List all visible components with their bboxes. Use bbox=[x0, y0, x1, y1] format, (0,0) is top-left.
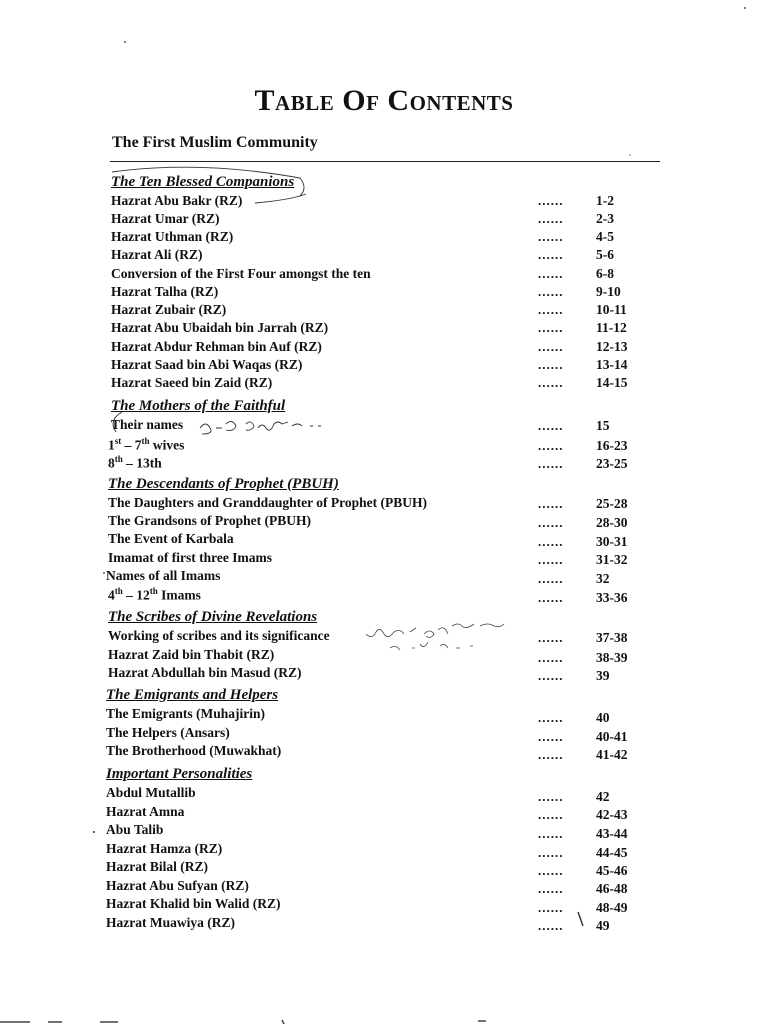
toc-entry-label: Their names bbox=[111, 417, 184, 432]
toc-entry-label: Hazrat Saeed bin Zaid (RZ) bbox=[111, 375, 273, 390]
toc-entry-pages: 25-28 bbox=[596, 496, 628, 511]
scan-speck bbox=[629, 154, 631, 156]
toc-entry-label: Abdul Mutallib bbox=[106, 785, 196, 800]
toc-entry-pages: 23-25 bbox=[596, 456, 628, 471]
toc-entry-dots: ...... bbox=[538, 302, 564, 317]
toc-entry-dots: ...... bbox=[538, 534, 564, 549]
toc-entry-pages: 45-46 bbox=[596, 863, 628, 878]
toc-entry-pages: 43-44 bbox=[596, 826, 628, 841]
toc-entry-pages: 40 bbox=[596, 710, 610, 725]
toc-entry-label: Names of all Imams bbox=[106, 568, 221, 583]
toc-entry-pages: 28-30 bbox=[596, 515, 628, 530]
toc-entry-pages: 48-49 bbox=[596, 900, 628, 915]
toc-entry-label: Hazrat Zaid bin Thabit (RZ) bbox=[108, 647, 275, 662]
toc-entry-pages: 6-8 bbox=[596, 266, 614, 281]
scan-speck bbox=[744, 7, 746, 9]
toc-entry-pages: 33-36 bbox=[596, 590, 628, 605]
toc-entry-label: Hazrat Hamza (RZ) bbox=[106, 841, 223, 856]
toc-entry-dots: ...... bbox=[538, 438, 564, 453]
page-subtitle: The First Muslim Community bbox=[112, 134, 318, 151]
toc-entry-label: Hazrat Amna bbox=[106, 804, 185, 819]
toc-entry-label: Hazrat Umar (RZ) bbox=[111, 211, 220, 226]
toc-entry-label: Hazrat Ali (RZ) bbox=[111, 247, 203, 262]
toc-entry-dots: ...... bbox=[538, 193, 564, 208]
toc-entry-pages: 39 bbox=[596, 668, 610, 683]
toc-entry-label: Working of scribes and its significance bbox=[108, 628, 330, 643]
toc-entry-dots: ...... bbox=[538, 650, 564, 665]
toc-entry-pages: 15 bbox=[596, 418, 610, 433]
pencil-tick bbox=[578, 912, 583, 926]
toc-entry-pages: 30-31 bbox=[596, 534, 628, 549]
toc-entry-pages: 42 bbox=[596, 789, 610, 804]
toc-entry-label: The Daughters and Granddaughter of Prophet (PBUH) bbox=[108, 495, 428, 510]
toc-entry-dots: ...... bbox=[538, 320, 564, 335]
toc-entry-dots: ...... bbox=[538, 339, 564, 354]
toc-entry-dots: ...... bbox=[538, 284, 564, 299]
toc-entry-pages: 11-12 bbox=[596, 320, 627, 335]
toc-entry-dots: ...... bbox=[538, 247, 564, 262]
toc-entry-label: Hazrat Talha (RZ) bbox=[111, 284, 219, 299]
toc-entry-label: 1st – 7th wives bbox=[108, 436, 185, 453]
page-title: Table Of Contents bbox=[254, 84, 514, 117]
toc-entry-dots: ...... bbox=[538, 918, 564, 933]
toc-entry-pages: 37-38 bbox=[596, 630, 628, 645]
toc-entry-pages: 9-10 bbox=[596, 284, 621, 299]
toc-entry-pages: 42-43 bbox=[596, 807, 628, 822]
toc-entry-dots: ...... bbox=[538, 900, 564, 915]
scan-speck bbox=[124, 41, 126, 43]
toc-entry-label: 8th – 13th bbox=[108, 454, 162, 471]
toc-entry-dots: ...... bbox=[538, 375, 564, 390]
scan-speck bbox=[93, 831, 95, 833]
toc-entry-dots: ...... bbox=[538, 826, 564, 841]
toc-entry-dots: ...... bbox=[538, 229, 564, 244]
toc-entry-label: The Emigrants (Muhajirin) bbox=[106, 706, 266, 721]
toc-entry-dots: ...... bbox=[538, 863, 564, 878]
toc-entry-label: The Helpers (Ansars) bbox=[106, 725, 230, 740]
toc-entry-dots: ...... bbox=[538, 266, 564, 281]
toc-entry-label: Hazrat Abu Ubaidah bin Jarrah (RZ) bbox=[111, 320, 329, 335]
toc-entry-label: Hazrat Zubair (RZ) bbox=[111, 302, 227, 317]
toc-entry-label: Hazrat Abu Sufyan (RZ) bbox=[106, 878, 249, 893]
toc-entry-dots: ...... bbox=[538, 630, 564, 645]
toc-entry-pages: 14-15 bbox=[596, 375, 628, 390]
toc-entry-pages: 10-11 bbox=[596, 302, 627, 317]
toc-entry-dots: ...... bbox=[538, 552, 564, 567]
toc-entry-label: Conversion of the First Four amongst the ten bbox=[111, 266, 371, 281]
toc-entry-dots: ...... bbox=[538, 496, 564, 511]
section-heading: The Mothers of the Faithful bbox=[111, 398, 286, 414]
toc-entry-pages: 41-42 bbox=[596, 747, 628, 762]
toc-entry-pages: 13-14 bbox=[596, 357, 628, 372]
toc-entry-label: Abu Talib bbox=[106, 822, 164, 837]
toc-entry-dots: ...... bbox=[538, 881, 564, 896]
toc-entry-pages: 46-48 bbox=[596, 881, 628, 896]
toc-entry-pages: 4-5 bbox=[596, 229, 614, 244]
toc-entry-label: Hazrat Muawiya (RZ) bbox=[106, 915, 235, 930]
scan-edge-marks bbox=[0, 1020, 486, 1024]
toc-entry-label: Hazrat Abdur Rehman bin Auf (RZ) bbox=[111, 339, 322, 354]
pencil-scribble bbox=[200, 421, 321, 434]
toc-entry-dots: ...... bbox=[538, 418, 564, 433]
toc-entry-pages: 38-39 bbox=[596, 650, 628, 665]
pencil-scribble bbox=[366, 624, 504, 650]
toc-entry-dots: ...... bbox=[538, 211, 564, 226]
toc-entry-pages: 32 bbox=[596, 571, 610, 586]
toc-entry-dots: ...... bbox=[538, 845, 564, 860]
toc-entry-dots: ...... bbox=[538, 456, 564, 471]
toc-entry-pages: 40-41 bbox=[596, 729, 628, 744]
toc-entry-dots: ...... bbox=[538, 807, 564, 822]
toc-entry-dots: ...... bbox=[538, 515, 564, 530]
section-heading: The Scribes of Divine Revelations bbox=[108, 609, 318, 625]
toc-entry-pages: 1-2 bbox=[596, 193, 614, 208]
toc-entry-pages: 44-45 bbox=[596, 845, 628, 860]
toc-entry-label: The Grandsons of Prophet (PBUH) bbox=[108, 513, 312, 528]
toc-entry-label: Hazrat Khalid bin Walid (RZ) bbox=[106, 896, 281, 911]
toc-entry-dots: ...... bbox=[538, 747, 564, 762]
toc-entry-pages: 5-6 bbox=[596, 247, 614, 262]
toc-entry-pages: 16-23 bbox=[596, 438, 628, 453]
toc-entry-label: Hazrat Abu Bakr (RZ) bbox=[111, 193, 243, 208]
scan-speck bbox=[103, 572, 105, 574]
toc-entry-dots: ...... bbox=[538, 789, 564, 804]
toc-entry-dots: ...... bbox=[538, 710, 564, 725]
section-heading: Important Personalities bbox=[106, 766, 253, 782]
toc-entry-label: Imamat of first three Imams bbox=[108, 550, 272, 565]
toc-entry-dots: ...... bbox=[538, 668, 564, 683]
toc-entry-label: Hazrat Abdullah bin Masud (RZ) bbox=[108, 665, 302, 680]
toc-entry-label: Hazrat Uthman (RZ) bbox=[111, 229, 234, 244]
toc-entry-dots: ...... bbox=[538, 729, 564, 744]
toc-entry-label: The Event of Karbala bbox=[108, 531, 234, 546]
pencil-stroke bbox=[255, 194, 306, 203]
toc-entry-dots: ...... bbox=[538, 571, 564, 586]
toc-entry-dots: ...... bbox=[538, 590, 564, 605]
toc-entry-label: Hazrat Saad bin Abi Waqas (RZ) bbox=[111, 357, 303, 372]
toc-entry-pages: 49 bbox=[596, 918, 610, 933]
toc-entry-pages: 2-3 bbox=[596, 211, 614, 226]
toc-entry-pages: 31-32 bbox=[596, 552, 628, 567]
title-divider bbox=[110, 161, 660, 162]
toc-entry-label: 4th – 12th Imams bbox=[108, 586, 201, 603]
toc-entry-dots: ...... bbox=[538, 357, 564, 372]
toc-entry-label: Hazrat Bilal (RZ) bbox=[106, 859, 208, 874]
section-heading: The Emigrants and Helpers bbox=[106, 687, 279, 703]
section-heading: The Ten Blessed Companions bbox=[111, 174, 295, 190]
toc-entry-label: The Brotherhood (Muwakhat) bbox=[106, 743, 282, 758]
toc-entry-pages: 12-13 bbox=[596, 339, 628, 354]
section-heading: The Descendants of Prophet (PBUH) bbox=[108, 476, 339, 492]
